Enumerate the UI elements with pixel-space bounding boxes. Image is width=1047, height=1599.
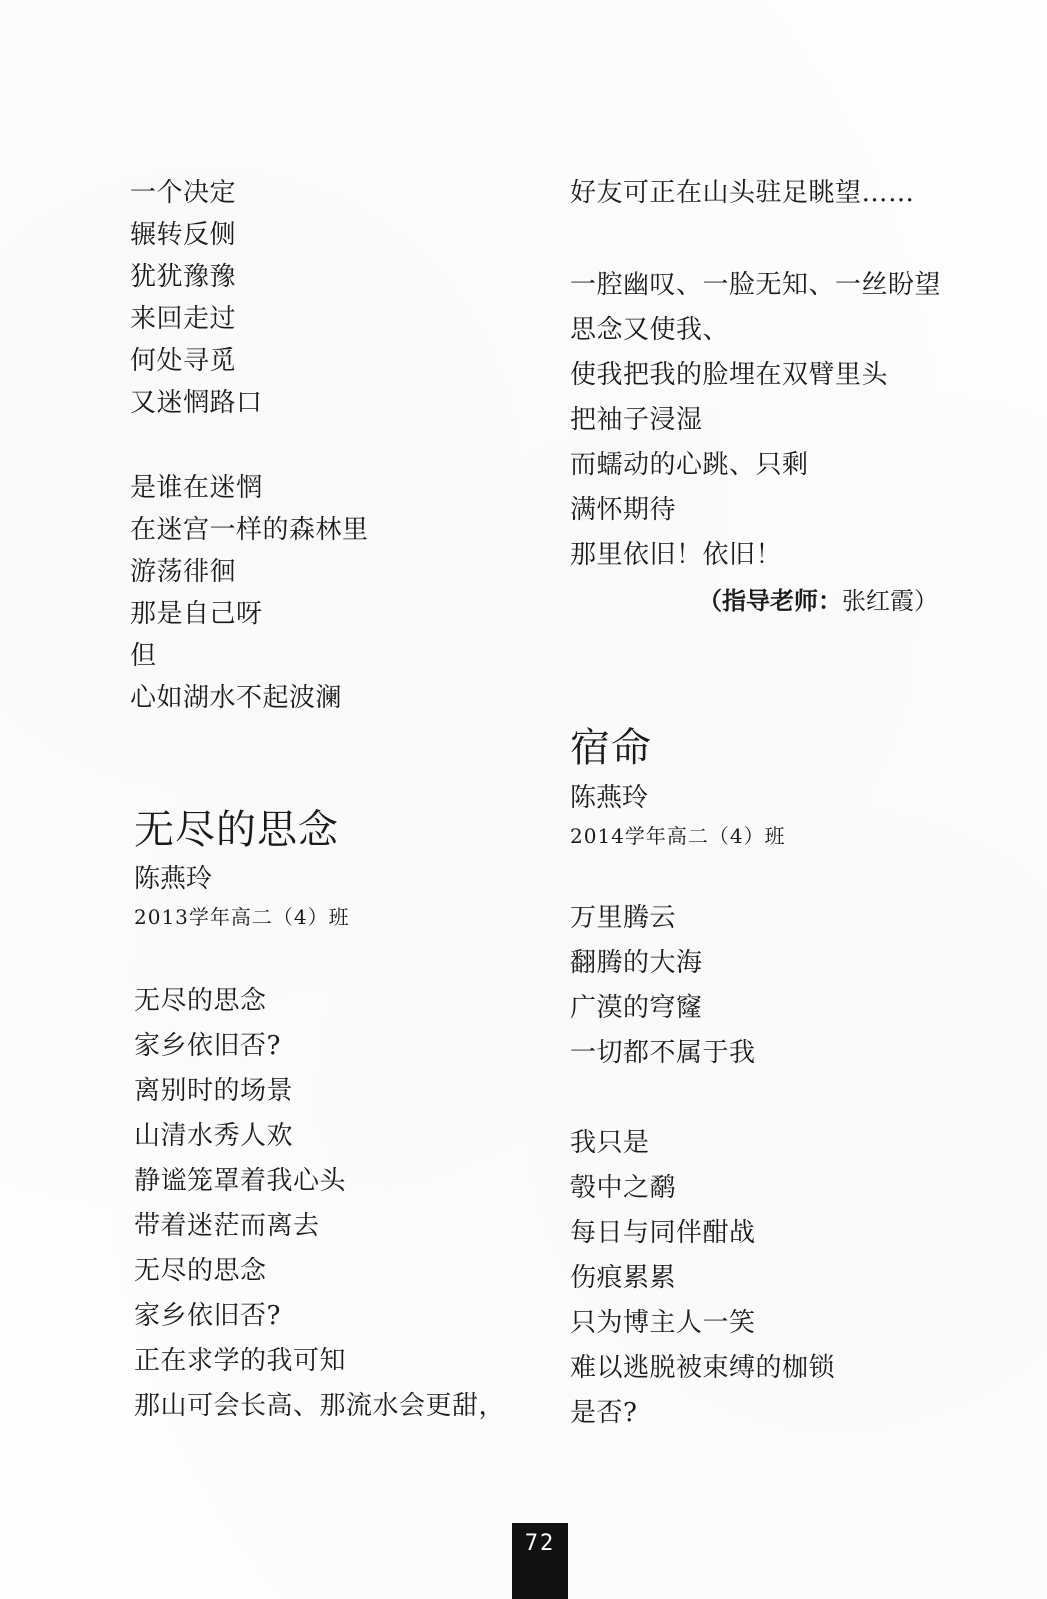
teacher-note-close: ） [914, 587, 938, 615]
poem-title: 无尽的思念 [134, 807, 339, 853]
poem-line: 心如湖水不起波澜 [130, 683, 343, 713]
poem-line: 广漠的穹窿 [570, 993, 703, 1023]
poem-line: 无尽的思念 [134, 1256, 267, 1286]
poem-line: 那里依旧！依旧！ [570, 540, 783, 570]
poem-line: 无尽的思念 [134, 986, 267, 1016]
right-column [570, 0, 990, 1500]
poem-line: 来回走过 [130, 304, 237, 334]
poem-line: 带着迷茫而离去 [134, 1211, 320, 1241]
poem-line: 何处寻觅 [130, 346, 237, 376]
poem-line: 而蠕动的心跳、只剩 [570, 450, 809, 480]
poem-line: 家乡依旧否? [134, 1301, 281, 1331]
poem-title: 宿命 [570, 725, 652, 771]
poem-line: 但 [130, 641, 157, 671]
poem-line: 是谁在迷惘 [130, 473, 263, 503]
poem-line: 离别时的场景 [134, 1076, 294, 1106]
poem-line: 那山可会长高、那流水会更甜， [134, 1391, 506, 1421]
teacher-note-open: （ [698, 587, 722, 615]
poem-author: 陈燕玲 [134, 864, 213, 894]
poem-line: 伤痕累累 [570, 1263, 677, 1293]
poem-line: 好友可正在山头驻足眺望…… [570, 178, 915, 208]
poem-line: 是否? [570, 1398, 638, 1428]
poem-line: 犹犹豫豫 [130, 262, 237, 292]
poem-line: 山清水秀人欢 [134, 1121, 294, 1151]
teacher-note [698, 586, 938, 616]
page-number: 72 [512, 1523, 568, 1599]
poem-line: 静谧笼罩着我心头 [134, 1166, 347, 1196]
poem-line: 难以逃脱被束缚的枷锁 [570, 1353, 836, 1383]
poem-line: 每日与同伴酣战 [570, 1218, 756, 1248]
poem-line: 把袖子浸湿 [570, 405, 703, 435]
poem-line: 在迷宫一样的森林里 [130, 515, 369, 545]
poem-line: 又迷惘路口 [130, 388, 263, 418]
poem-class: 2014学年高二（4）班 [570, 824, 786, 848]
poem-line: 一个决定 [130, 178, 237, 208]
poem-line: 彀中之鹬 [570, 1173, 677, 1203]
poem-line: 家乡依旧否? [134, 1031, 281, 1061]
poem-line: 思念又使我、 [570, 315, 730, 345]
poem-class: 2013学年高二（4）班 [134, 905, 350, 929]
teacher-note-name: 张红霞 [842, 587, 914, 615]
poem-line: 那是自己呀 [130, 599, 263, 629]
poem-author: 陈燕玲 [570, 783, 649, 813]
teacher-note-label: 指导老师： [722, 587, 842, 615]
poem-line: 只为博主人一笑 [570, 1308, 756, 1338]
left-column [130, 0, 530, 1500]
poem-line: 一切都不属于我 [570, 1038, 756, 1068]
poem-line: 一腔幽叹、一脸无知、一丝盼望 [570, 270, 942, 300]
poem-line: 翻腾的大海 [570, 948, 703, 978]
poem-line: 游荡徘徊 [130, 557, 237, 587]
poem-line: 满怀期待 [570, 495, 677, 525]
poem-line: 我只是 [570, 1128, 650, 1158]
poem-line: 万里腾云 [570, 903, 677, 933]
poem-line: 使我把我的脸埋在双臂里头 [570, 360, 889, 390]
poem-line: 辗转反侧 [130, 220, 237, 250]
poem-line: 正在求学的我可知 [134, 1346, 347, 1376]
